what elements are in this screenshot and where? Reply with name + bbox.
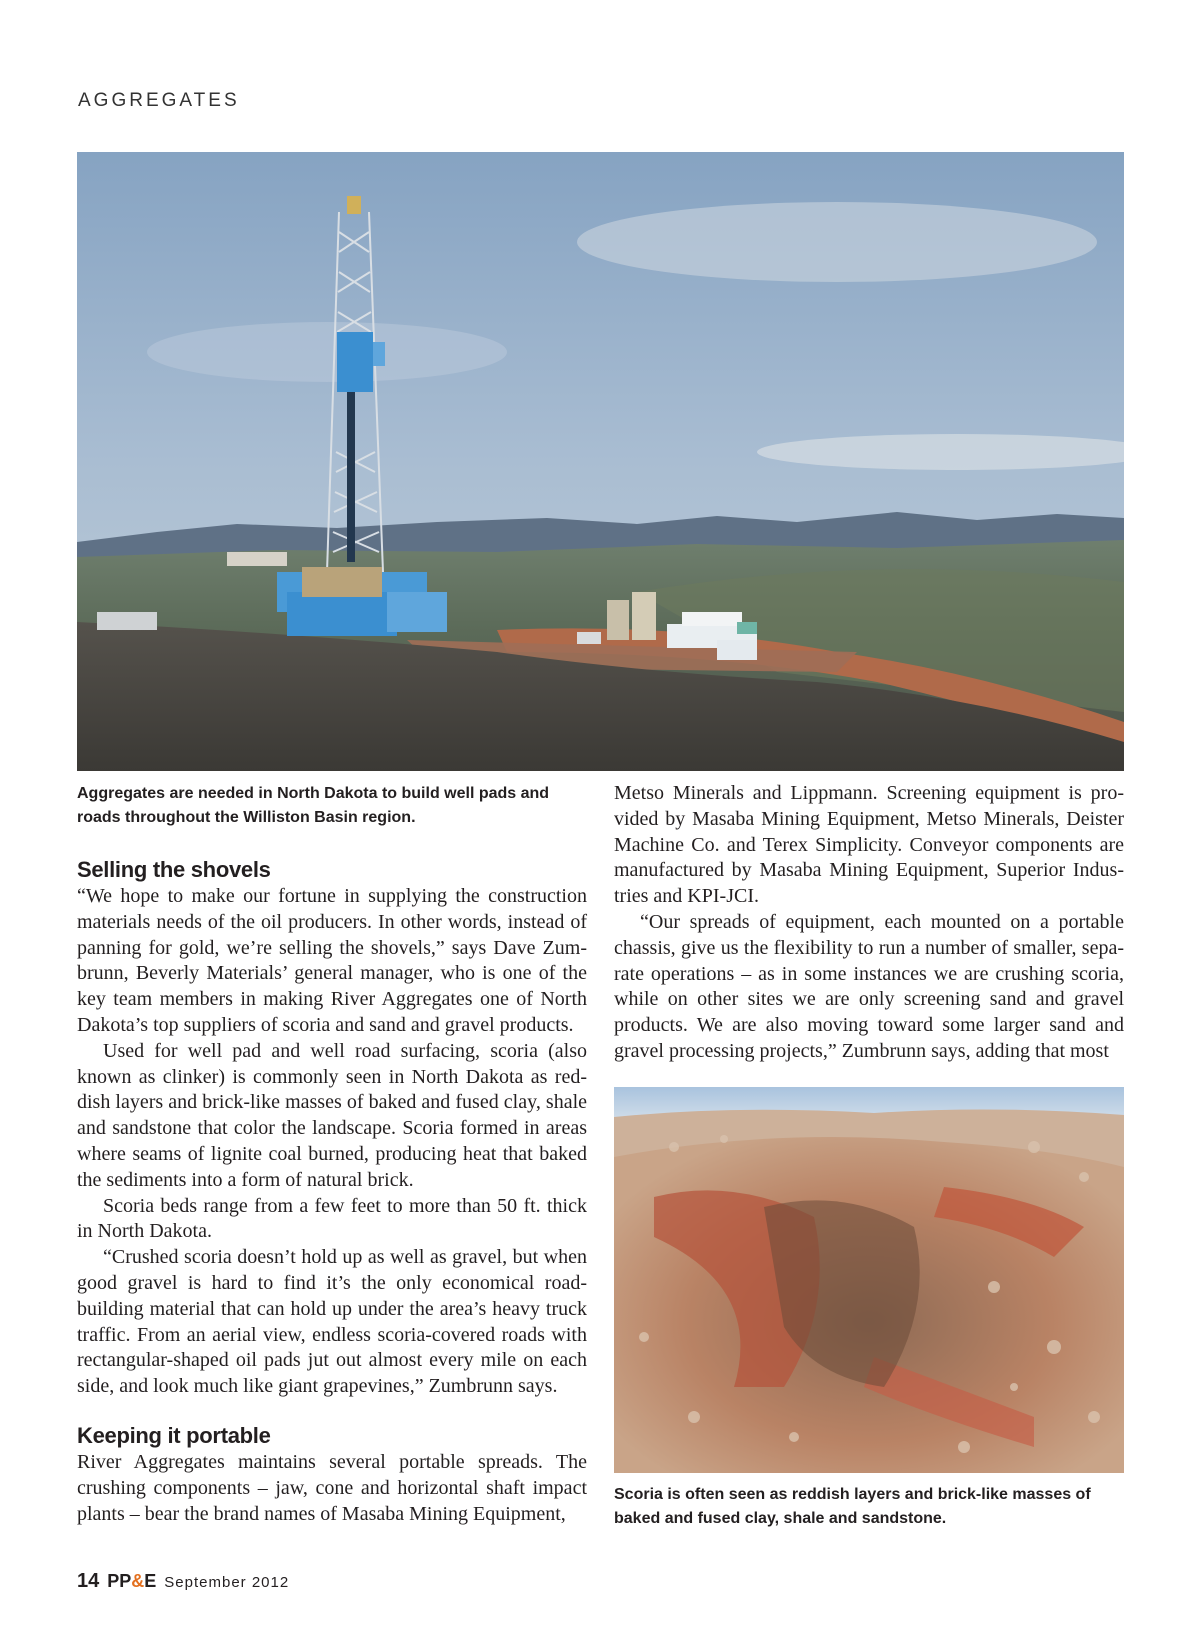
paragraph: “Our spreads of equipment, each mounted on a portable chassis, give us the flexibility to run a number of smaller, separate operations – as in some instances we are crushing scoria, while on other sites we are only screening sand and gravel products. We are also moving toward some larger sand and gravel processing projects,” Zumbrunn says, adding that most <box>614 910 1124 1062</box>
scoria-pit-photo <box>614 1087 1124 1473</box>
issue-date: September 2012 <box>164 1574 290 1591</box>
drilling-rig-photo <box>77 152 1124 771</box>
photo-caption-bottom: Scoria is often seen as reddish layers and brick-like masses of baked and fused clay, shale and sandstone. <box>614 1486 1091 1527</box>
paragraph: Metso Minerals and Lippmann. Screening equipment is provided by Masaba Mining Equipment, Metso Minerals, Deister Machine Co. and Terex Simplicity. Conveyor components are manufactured by Masaba Mining Equipment, Superior Industries and KPI-JCI. <box>614 782 1124 908</box>
page-footer <box>77 1570 289 1593</box>
article-column-right <box>614 781 1124 1065</box>
page-number: 14 <box>77 1570 100 1592</box>
heading-selling-the-shovels: Selling the shovels <box>77 857 271 882</box>
article-column-left <box>77 856 587 1527</box>
publication-name <box>107 1571 156 1592</box>
heading-keeping-it-portable: Keeping it portable <box>77 1422 271 1448</box>
publication-prefix: PP <box>107 1571 132 1591</box>
publication-suffix: E <box>144 1571 157 1591</box>
section-label: AGGREGATES <box>78 90 240 111</box>
paragraph: “Crushed scoria doesn’t hold up as well as gravel, but when good gravel is hard to find it’s the only economical road-building material that can hold up under the area’s heavy truck traffic. From an aerial view, endless scoria-covered roads with rectangular-shaped oil pads jut out almost every mile on each side, and look much like giant grapevines,” Zumbrunn says. <box>77 1246 587 1398</box>
paragraph: River Aggregates maintains several portable spreads. The crushing components – jaw, cone and horizontal shaft impact plants – bear the brand names of Masaba Mining Equipment, <box>77 1450 587 1525</box>
paragraph: Scoria beds range from a few feet to more than 50 ft. thick in North Dakota. <box>77 1194 587 1243</box>
photo-caption-top: Aggregates are needed in North Dakota to build well pads and roads throughout the Williston Basin region. <box>77 785 550 826</box>
paragraph: Used for well pad and well road surfacing, scoria (also known as clinker) is commonly seen in North Dakota as reddish layers and brick-like masses of baked and fused clay, shale and sandstone that color the landscape. Scoria formed in areas where seams of lignite coal burned, producing heat that baked the sediments into a form of natural brick. <box>77 1039 587 1191</box>
paragraph: “We hope to make our fortune in supplying the construction materials needs of the oil producers. In other words, instead of panning for gold, we’re selling the shovels,” says Dave Zumbrunn, Beverly Materials’ general manager, who is one of the key team members in making River Aggregates one of North Dakota’s top suppliers of scoria and sand and gravel products. <box>77 885 587 1036</box>
publication-ampersand: & <box>131 1571 145 1591</box>
